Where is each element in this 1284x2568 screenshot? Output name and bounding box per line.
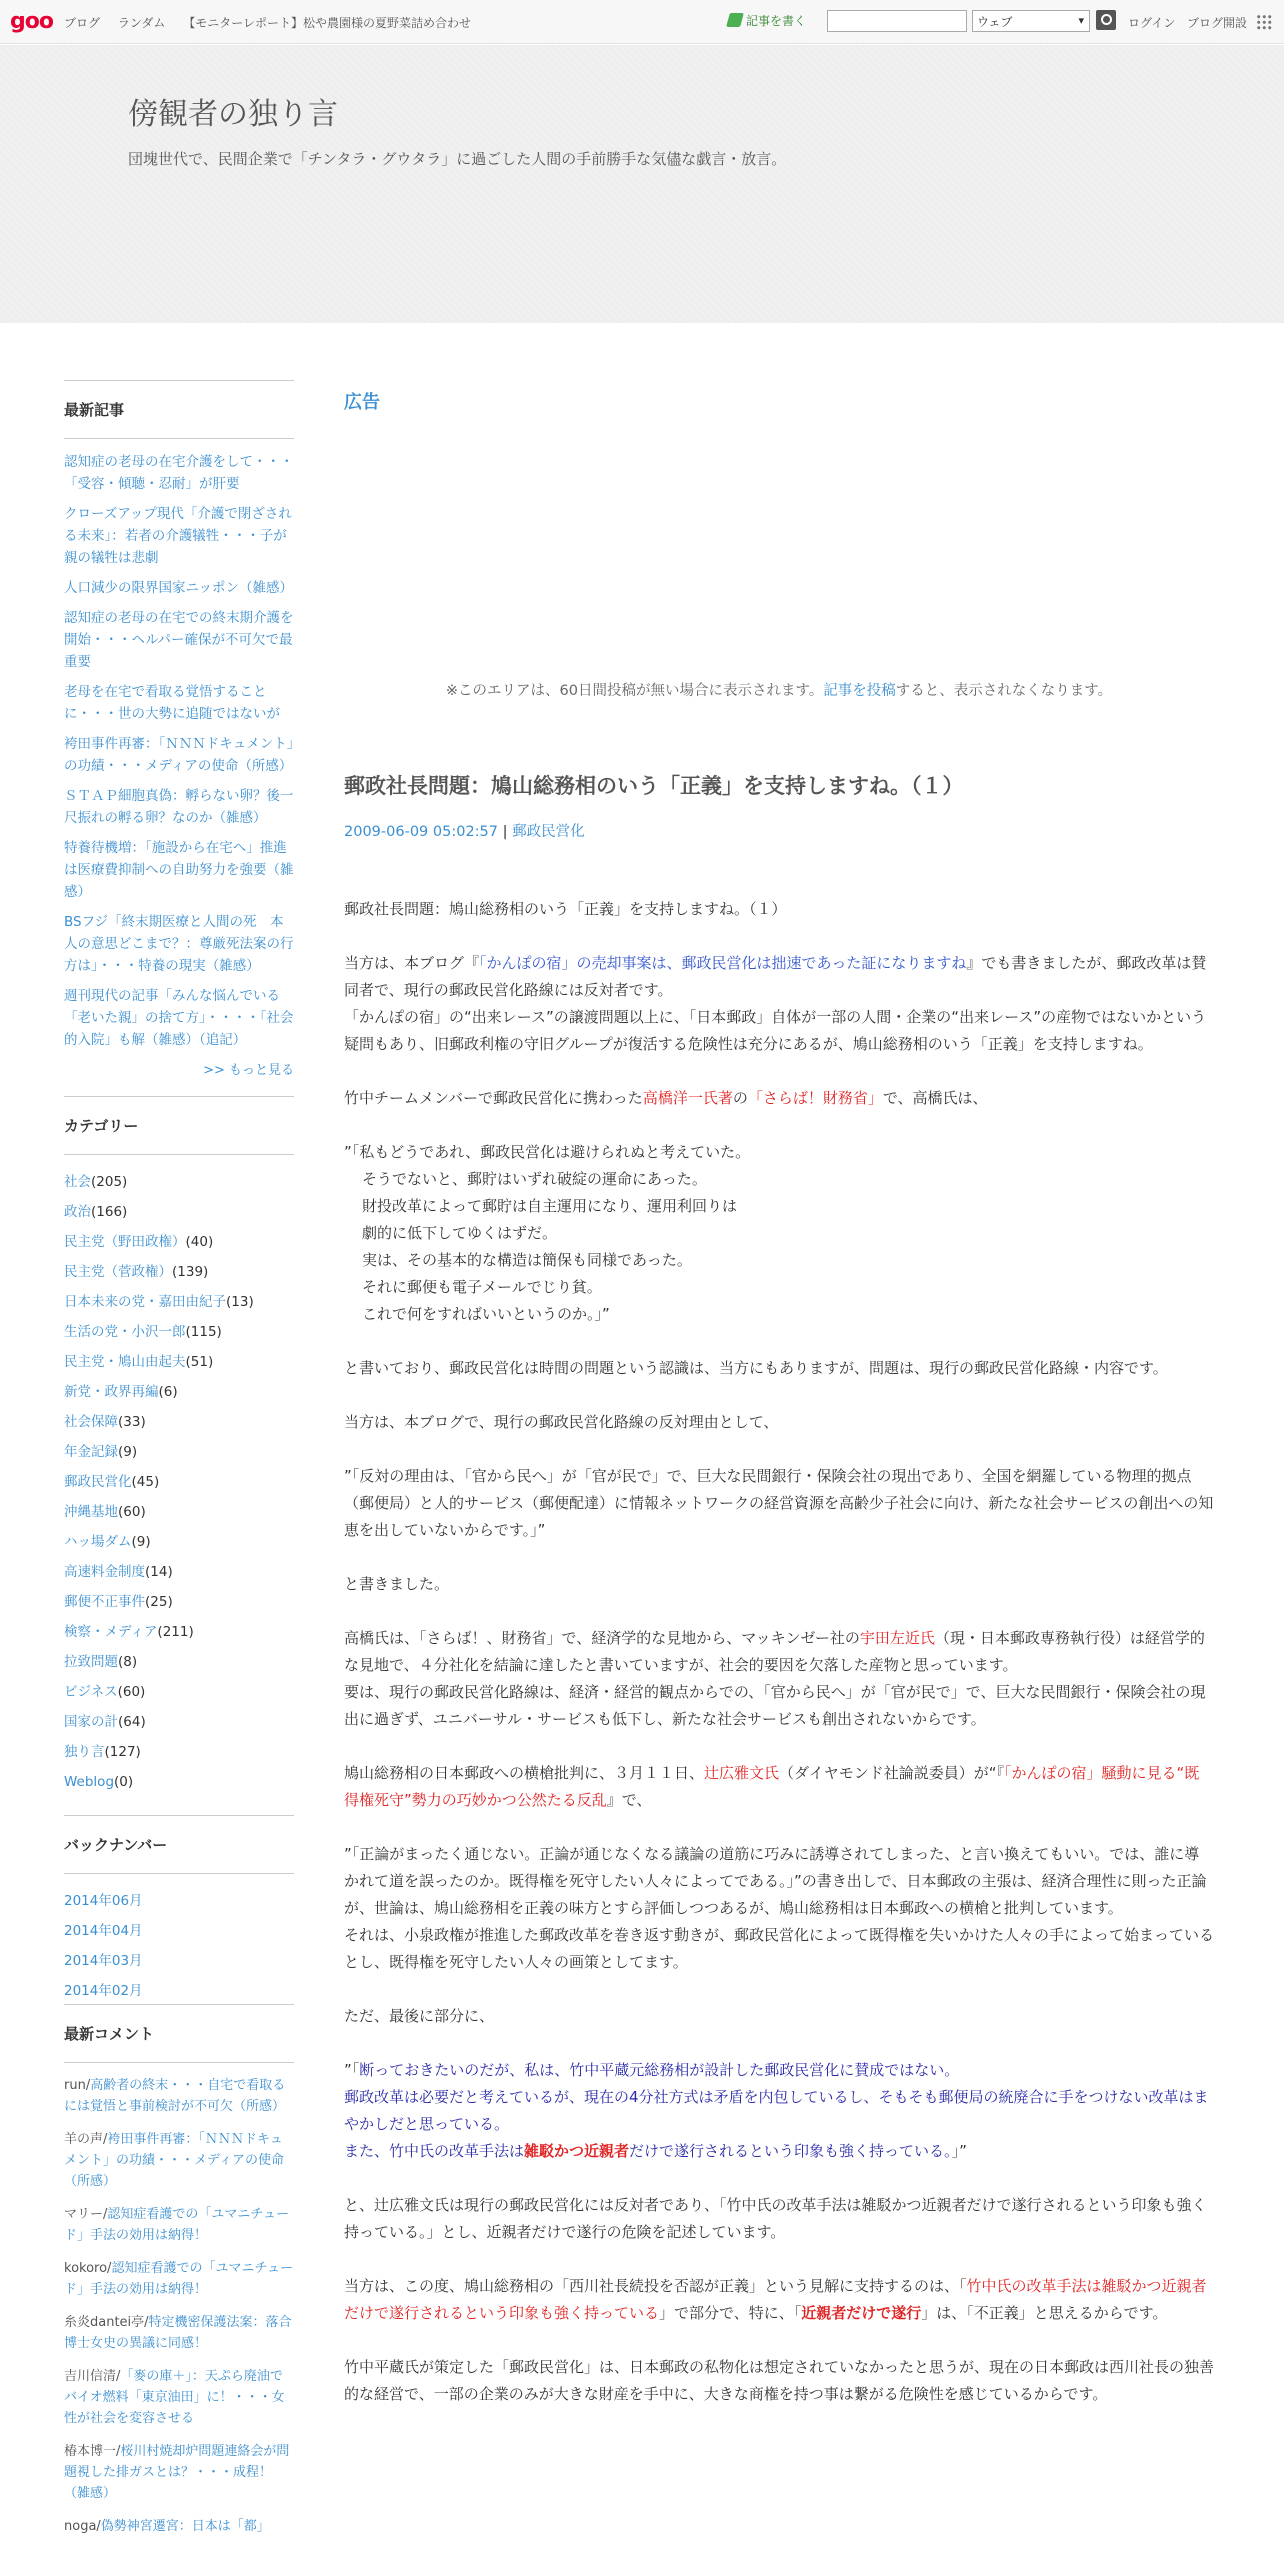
category-link[interactable]: 生活の党・小沢一郎 [64,1324,186,1340]
category-count: (33) [118,1414,146,1430]
category-link[interactable]: 民主党（野田政権） [64,1234,186,1250]
search-icon[interactable] [1096,10,1116,30]
category-item [64,1437,294,1467]
comment-author: 椿本博一/ [64,2444,121,2459]
quote-line: これで何をすればいいというのか。」” [362,1305,610,1323]
search-input[interactable] [827,10,967,32]
category-item [64,1257,294,1287]
paragraph: と、辻広雅文氏は現行の郵政民営化には反対者であり、「竹中氏の改革手法は雑駁かつ近親者だけで遂行されるという印象も強く持っている。」とし、近親者だけで遂行の危険を記述しています。 [344,2196,1207,2241]
text: 要は、現行の郵政民営化路線は、経済・経営的観点からでの、「官から民へ」が「官が民で」で、巨大な民間銀行・保険会社の現出に過ぎず、ユニバーサル・サービスも低下し、新たな社会サービスも創出されないからです。 [344,1683,1206,1728]
recent-article-link[interactable]: 認知症の老母の在宅介護をして・・・「受容・傾聴・忍耐」が肝要 [64,454,294,492]
quote-line: だけで遂行されるという印象も強く持っている。 [629,2142,952,2160]
blog-description: 団塊世代で、民間企業で「チンタラ・グウタラ」に過ごした人間の手前勝手な気儘な戯言・放言。 [128,150,787,168]
category-item [64,1677,294,1707]
nav-blog-link[interactable]: ブログ [64,16,101,30]
paragraph: 当方は、本ブログで、現行の郵政民営化路線の反対理由として、 [344,1413,779,1431]
category-count: (64) [118,1714,146,1730]
entry-meta [344,820,1214,841]
quote-line: 財投改革によって郵貯は自主運用になり、運用利回りは [362,1197,738,1215]
category-link[interactable]: 政治 [64,1204,91,1220]
category-count: (14) [145,1564,173,1580]
text: ”「正論がまったく通じない。正論が通じなくなる議論の道筋に巧みに誘導されてしまった、と言い換えてもいい。では、誰に導かれて道を誤ったのか。既得権を死守したい人々によってである。」”の書き出しで、日本郵政の主張は、経済合理性に則った正論が、世論は、鳩山総務相を正義の味方とすら評価しつつあるが、鳩山総務相は日本郵政への横槍と批判しています。 [344,1845,1207,1917]
recent-articles-heading: 最新記事 [64,399,294,439]
category-count: (166) [91,1204,128,1220]
paragraph: 竹中平蔵氏が策定した「郵政民営化」は、日本郵政の私物化は想定されていなかったと思うが、現在の日本郵政は西川社長の独善的な経営で、一部の企業のみが大きな財産を手中に、大きな商権を持つ事は繋がる危険性を感じているからです。 [344,2358,1215,2403]
comment-article-link[interactable]: 認知症看護での「ユマニチュード」手法の効用は納得！ [64,2261,294,2297]
category-link[interactable]: ビジネス [64,1684,118,1700]
nav-random-link[interactable]: ランダム [117,16,166,30]
category-item [64,1167,294,1197]
category-count: (0) [114,1774,134,1790]
paragraph [344,1625,1214,1733]
quote-line: そうでないと、郵貯はいずれ破綻の運命にあった。 [362,1170,707,1188]
entry-date[interactable]: 2009-06-09 05:02:57 [344,824,498,840]
categories-section [64,1096,294,1797]
paragraph [344,1841,1214,1976]
text: 」で部分で、特に、「 [659,2304,802,2322]
category-link[interactable]: 日本未来の党・嘉田由紀子 [64,1294,226,1310]
text: 当方は、この度、鳩山総務相の「西川社長続投を否認が正義」という見解に支持するのは、「 [344,2277,967,2295]
recent-comments-heading: 最新コメント [64,2023,294,2063]
category-item [64,1767,294,1797]
recent-article-link[interactable]: 人口減少の限界国家ニッポン（雑感） [64,580,293,596]
paragraph [344,1760,1214,1814]
text: 」” [951,2142,967,2160]
comment-item [64,2516,294,2537]
categories-list [64,1167,294,1797]
entry-title[interactable]: 郵政社長問題：鳩山総務相のいう「正義」を支持しますね。（１） [344,774,964,798]
post-article-link[interactable]: 記事を投稿 [823,683,896,699]
category-item [64,1617,294,1647]
recent-article-link[interactable]: クローズアップ現代「介護で閉ざされる未来」：若者の介護犠牲・・・子が親の犠牲は悲劇 [64,506,292,566]
category-item [64,1527,294,1557]
comment-article-link[interactable]: 偽勢神宮遷宮：日本は「都」 [100,2519,270,2534]
category-count: (45) [131,1474,160,1490]
backnumber-item[interactable]: 2014年04月 [64,1923,143,1939]
comment-author: マリー/ [64,2207,108,2222]
comment-item [64,2366,294,2429]
recent-article-link[interactable]: ＳＴＡＰ細胞真偽：孵らない卵？後一尺振れの孵る卵？なのか（雑感） [64,788,294,826]
category-link[interactable]: ハッ場ダム [64,1534,132,1550]
comment-author: kokoro/ [64,2261,112,2276]
chevron-down-icon: ▾ [1078,14,1084,27]
text: 』で、 [606,1791,652,1809]
text: 「かんぽの宿」の“出来レース”の譲渡問題以上に、「日本郵政」自体が一部の人間・企業の“出来レース”の産物ではないかという疑問もあり、旧郵政利権の守旧グループが復活する危険性は充分にあるが、鳩山総務相のいう「正義」を支持しますね。 [344,1008,1207,1053]
comment-article-link[interactable]: 袴田事件再審：「ＮＮＮドキュメント」の功績・・・メディアの使命（所感） [64,2132,284,2189]
write-article-label: 記事を書く [746,14,807,28]
blog-title[interactable]: 傍観者の独り言 [128,97,338,132]
category-item [64,1227,294,1257]
category-count: (6) [158,1384,178,1400]
category-count: (8) [118,1654,138,1670]
book-title-link[interactable]: 「さらば！財務省」 [747,1089,883,1107]
text: 』でも書きましたが、郵政改革は賛同者で、現行の郵政民営化路線には反対者です。 [344,954,1207,999]
category-link[interactable]: 民主党・鳩山由起夫 [64,1354,186,1370]
meta-separator: | [498,824,513,840]
quote-line: また、竹中氏の改革手法は [344,2142,525,2160]
article-link[interactable]: 「かんぽの宿」騒動に見る“既得権死守”勢力の巧妙かつ公然たる反乱 [344,1764,1200,1809]
category-link[interactable]: 郵政民営化 [64,1474,132,1490]
category-link[interactable]: 社会 [64,1174,91,1190]
category-link[interactable]: 国家の計 [64,1714,118,1730]
comment-article-link[interactable]: 桜川村焼却炉問題連絡会が問題視した排ガスとは？・・・成程！（雑感） [64,2444,290,2501]
comment-item [64,2204,294,2246]
book-author-link[interactable]: 高橋洋一氏著 [642,1089,733,1107]
quote-line: 断っておきたいのだが、私は、竹中平蔵元総務相が設計した郵政民営化に賛成ではない。 [359,2061,960,2079]
pen-icon [726,13,744,27]
category-count: (51) [185,1354,214,1370]
search-scope-value: ウェブ [977,15,1013,29]
category-link[interactable]: 郵便不正事件 [64,1594,145,1610]
category-link[interactable]: 年金記録 [64,1444,118,1460]
category-item [64,1407,294,1437]
quote-line: ”「私もどうであれ、郵政民営化は避けられぬと考えていた。 [344,1143,751,1161]
category-link[interactable]: 民主党（菅政権） [64,1264,172,1280]
comment-article-link[interactable]: 「麥の庫＋」：天ぷら廃油でバイオ燃料「東京油田」に！・・・女性が社会を変容させる [64,2369,285,2426]
quote-line: 劇的に低下してゆくはずだ。 [362,1224,558,1242]
category-link[interactable]: Weblog [64,1774,115,1790]
category-item [64,1197,294,1227]
quote-line: それに郵便も電子メールでじり貧。 [362,1278,602,1296]
comment-author: 糸炎dantei亭/ [64,2315,149,2330]
nav-monitor-link[interactable]: 【モニターレポート】松や農園様の夏野菜詰め合わせ [183,16,471,30]
text: 鳩山総務相の日本郵政への横槍批判に、３月１１日、 [344,1764,705,1782]
category-count: (127) [104,1744,141,1760]
category-item [64,1287,294,1317]
text: 高橋氏は、「さらば！、財務省」で、経済学的な見地から、マッキンゼー社の [344,1629,860,1647]
category-item [64,1737,294,1767]
category-count: (9) [131,1534,151,1550]
comment-article-link[interactable]: 特定機密保護法案：落合博士女史の異議に同感！ [64,2315,292,2351]
comment-article-link[interactable]: 認知症看護での「ユマニチュード」手法の効用は納得！ [64,2207,290,2243]
text: の [732,1089,748,1107]
text: 」は、「不正義」と思えるからです。 [921,2304,1168,2322]
category-item [64,1347,294,1377]
category-link[interactable]: 沖縄基地 [64,1504,118,1520]
category-count: (40) [185,1234,214,1250]
category-link[interactable]: 検察・メディア [64,1624,158,1640]
text: ”「 [344,2061,360,2079]
category-link[interactable]: 拉致問題 [64,1654,118,1670]
category-count: (25) [145,1594,173,1610]
entry-category-link[interactable]: 郵政民営化 [512,824,585,840]
paragraph: と書いており、郵政民営化は時間の問題という認識は、当方にもありますが、問題は、現行の郵政民営化路線・内容です。 [344,1359,1168,1377]
top-nav [64,14,485,31]
recent-comments-list [64,2075,294,2537]
recent-article-link[interactable]: BSフジ「終末期医療と人間の死 本人の意思どこまで？：尊厳死法案の行方は」・・・特養の現実（雑感） [64,914,294,974]
quote-line: 実は、その基本的な構造は簡保も同様であった。 [362,1251,692,1269]
category-count: (60) [118,1504,146,1520]
backnumber-item[interactable]: 2014年02月 [64,1983,143,1999]
recent-article-link[interactable]: 袴田事件再審：「ＮＮＮドキュメント」の功績・・・メディアの使命（所感） [64,736,294,774]
recent-articles-list [64,451,294,1051]
backnumber-heading: バックナンバー [64,1834,294,1874]
recent-articles-section [64,380,294,1078]
category-count: (115) [185,1324,222,1340]
text: で、高橋氏は、 [882,1089,988,1107]
highlight: 雑駁かつ [524,2142,585,2160]
login-link[interactable]: ログイン [1128,16,1176,30]
categories-heading: カテゴリー [64,1115,294,1155]
comment-article-link[interactable]: 高齢者の終末・・・自宅で看取るには覚悟と事前検討が不可欠（所感） [64,2078,286,2114]
recent-article-link[interactable]: 老母を在宅で看取る覚悟することに・・・世の大勢に追随ではないが [64,684,280,722]
comment-author: run/ [64,2078,91,2093]
ad-note [344,679,1214,700]
quote-block [344,2057,1214,2165]
backnumber-item[interactable]: 2014年06月 [64,1893,143,1909]
comment-item [64,2441,294,2504]
paragraph: ”「反対の理由は、「官から民へ」が「官が民で」で、巨大な民間銀行・保険会社の現出であり、全国を網羅している物理的拠点（郵便局）と人的サービス（郵便配達）に情報ネットワークの経営資源を高齢少子社会に向け、新たな社会サービスの創出への知恵を出していないからです。」” [344,1467,1214,1539]
top-bar [0,0,1284,44]
text: それは、小泉政権が推進した郵政改革を巻き返す動きが、郵政民営化によって既得権を失いかけた人々の手によって始まっているとし、既得権を死守したい人々の画策としてます。 [344,1926,1215,1971]
person-link[interactable]: 辻広雅文氏 [704,1764,780,1782]
category-item [64,1707,294,1737]
blog-header [0,45,1284,323]
ad-label: 広告 [344,392,380,413]
paragraph: ただ、最後に部分に、 [344,2007,495,2025]
category-item [64,1377,294,1407]
person-link[interactable]: 宇田左近氏 [859,1629,935,1647]
paragraph [344,950,1214,1058]
category-item [64,1587,294,1617]
category-item [64,1317,294,1347]
highlight: 竹中氏の改革手法は雑駁かつ近親者だけで遂行されるという印象も強く持っている [344,2277,1207,2322]
search-scope-select[interactable] [972,10,1090,32]
sidebar [64,380,294,2555]
goo-logo[interactable]: goo [10,9,53,34]
open-blog-link[interactable]: ブログ開設 [1187,16,1248,30]
recent-article-link[interactable]: 認知症の老母の在宅での終末期介護を開始・・・ヘルパー確保が不可欠で最重要 [64,610,294,670]
category-link[interactable]: 新党・政界再編 [64,1384,159,1400]
comment-item [64,2312,294,2354]
category-item [64,1497,294,1527]
paragraph: 郵政社長問題：鳩山総務相のいう「正義」を支持しますね。（１） [344,900,787,918]
recent-article-link[interactable]: 特養待機増：「施設から在宅へ」推進は医療費抑制への自助努力を強要（雑感） [64,840,294,900]
category-item [64,1647,294,1677]
highlight: 近親者だけで遂行 [801,2304,922,2322]
apps-grid-icon[interactable] [1256,14,1272,30]
article-link[interactable]: 「かんぽの宿」の売却事案は、郵政民営化は拙速であった証になりますね [479,954,967,972]
category-link[interactable]: 高速料金制度 [64,1564,145,1580]
more-articles-link[interactable]: >> もっと見る [203,1063,294,1078]
category-link[interactable]: 独り言 [64,1744,105,1760]
comment-author: 羊の声/ [64,2132,108,2147]
category-count: (139) [172,1264,209,1280]
comment-item [64,2258,294,2300]
ad-note-text: ※このエリアは、60日間投稿が無い場合に表示されます。 [445,683,824,699]
paragraph [344,2273,1214,2327]
category-item [64,1467,294,1497]
comment-item [64,2075,294,2117]
text: （現・日本郵政専務執行役）は経営学的な見地で、４分社化を結論に達したと書いていますが、社会的要因を欠落した産物と思っています。 [344,1629,1205,1674]
text: 当方は、本ブログ『 [344,954,480,972]
backnumber-section [64,1815,294,1999]
text: （ダイヤモンド社論説委員）が“『 [779,1764,1005,1782]
quote-block [344,1139,1214,1328]
category-count: (211) [157,1624,194,1640]
category-count: (13) [226,1294,254,1310]
text: 竹中チームメンバーで郵政民営化に携わった [344,1089,643,1107]
comment-author: 吉川信清/ [64,2369,121,2384]
recent-comments-section [64,2004,294,2537]
category-item [64,1557,294,1587]
comment-author: noga/ [64,2519,101,2534]
comment-item [64,2129,294,2192]
paragraph [344,1085,1214,1112]
backnumber-item[interactable]: 2014年03月 [64,1953,143,1969]
category-count: (205) [91,1174,128,1190]
write-article-button[interactable] [728,12,806,29]
main-content [344,380,1214,2435]
category-link[interactable]: 社会保障 [64,1414,118,1430]
paragraph: と書きました。 [344,1575,450,1593]
category-count: (9) [118,1444,138,1460]
category-count: (60) [117,1684,146,1700]
highlight: 近親者 [584,2142,630,2160]
quote-line: 郵政改革は必要だと考えているが、現在の4分社方式は矛盾を内包しているし、そもそも郵便局の統廃合に手をつけない改革はまやかしだと思っている。 [344,2088,1209,2133]
recent-article-link[interactable]: 週刊現代の記事「みんな悩んでいる「老いた親」の捨て方」・・・・「社会的入院」も解（雑感）（追記） [64,988,294,1048]
backnumber-list[interactable] [64,1886,294,1999]
ad-note-text: すると、表示されなくなります。 [895,683,1113,699]
entry-body [344,896,1214,2408]
